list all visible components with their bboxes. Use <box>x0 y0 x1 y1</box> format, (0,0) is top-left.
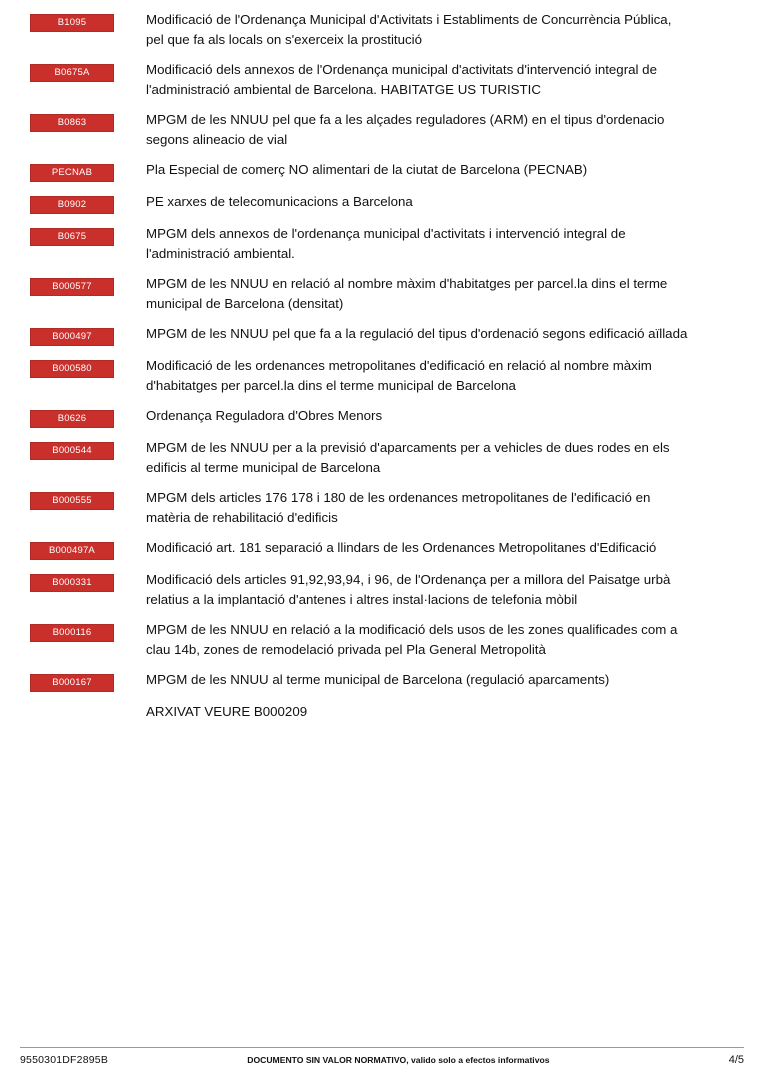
list-item <box>20 488 744 528</box>
code-cell <box>20 488 124 510</box>
list-item <box>20 538 744 560</box>
status-badge: B000577 <box>30 278 114 296</box>
status-badge: B0675A <box>30 64 114 82</box>
status-badge: B000116 <box>30 624 114 642</box>
code-cell <box>20 406 124 428</box>
list-item <box>20 356 744 396</box>
list-item-note <box>20 702 744 722</box>
status-badge: B0902 <box>30 196 114 214</box>
code-cell <box>20 438 124 460</box>
list-item <box>20 192 744 214</box>
list-item <box>20 324 744 346</box>
entry-list <box>20 10 744 722</box>
entry-description: Modificació art. 181 separació a llindars de les Ordenances Metropolitanes d'Edificació <box>146 540 657 555</box>
status-badge: B000544 <box>30 442 114 460</box>
entry-description: MPGM dels articles 176 178 i 180 de les ordenances metropolitanes de l'edificació en matèria de rehabilitació d'edificis <box>146 490 651 525</box>
list-item <box>20 670 744 692</box>
status-badge: B000580 <box>30 360 114 378</box>
status-badge: B000497A <box>30 542 114 560</box>
entry-description: MPGM de les NNUU pel que fa a les alçades reguladores (ARM) en el tipus d'ordenacio segons alineacio de vial <box>146 112 665 147</box>
entry-description: Modificació de l'Ordenança Municipal d'Activitats i Establiments de Concurrència Pública, pel que fa als locals on s'exerceix la prostitució <box>146 12 672 47</box>
code-cell <box>20 274 124 296</box>
entry-description: Pla Especial de comerç NO alimentari de la ciutat de Barcelona (PECNAB) <box>146 162 588 177</box>
list-item <box>20 110 744 150</box>
code-cell <box>20 538 124 560</box>
code-cell <box>20 324 124 346</box>
entry-description: Modificació dels annexos de l'Ordenança municipal d'activitats d'intervenció integral de l'administració ambiental de Barcelona. HABITATGE US TURISTIC <box>146 62 657 97</box>
entry-description: ARXIVAT VEURE B000209 <box>146 704 308 719</box>
entry-description: MPGM dels annexos de l'ordenança municipal d'activitats i intervenció integral de l'administració ambiental. <box>146 226 626 261</box>
entry-description: MPGM de les NNUU per a la previsió d'aparcaments per a vehicles de dues rodes en els edificis al terme municipal de Barcelona <box>146 440 670 475</box>
code-cell <box>20 620 124 642</box>
code-cell <box>20 10 124 32</box>
list-item <box>20 60 744 100</box>
footer-divider <box>20 1047 744 1048</box>
code-cell <box>20 670 124 692</box>
code-cell <box>20 60 124 82</box>
list-item <box>20 438 744 478</box>
status-badge: B000167 <box>30 674 114 692</box>
list-item <box>20 570 744 610</box>
footer-disclaimer: DOCUMENTO SIN VALOR NORMATIVO, valido solo a efectos informativos <box>247 1055 550 1065</box>
status-badge: B1095 <box>30 14 114 32</box>
list-item <box>20 274 744 314</box>
entry-description: MPGM de les NNUU al terme municipal de Barcelona (regulació aparcaments) <box>146 672 610 687</box>
entry-description: MPGM de les NNUU en relació a la modificació dels usos de les zones qualificades com a clau 14b, zones de remodelació privada pel Pla General Metropolità <box>146 622 678 657</box>
entry-description: Modificació dels articles 91,92,93,94, i 96, de l'Ordenança per a millora del Paisatge urbà relatius a la implantació d'antenes i altres instal·lacions de telefonia mòbil <box>146 572 671 607</box>
list-item <box>20 10 744 50</box>
status-badge: B000331 <box>30 574 114 592</box>
code-cell <box>20 224 124 246</box>
status-badge: B000497 <box>30 328 114 346</box>
entry-description: MPGM de les NNUU pel que fa a la regulació del tipus d'ordenació segons edificació aïllada <box>146 326 688 341</box>
code-cell <box>20 160 124 182</box>
status-badge: PECNAB <box>30 164 114 182</box>
status-badge: B0675 <box>30 228 114 246</box>
code-cell <box>20 356 124 378</box>
entry-description: MPGM de les NNUU en relació al nombre màxim d'habitatges per parcel.la dins el terme municipal de Barcelona (densitat) <box>146 276 668 311</box>
entry-description: PE xarxes de telecomunicacions a Barcelona <box>146 194 413 209</box>
list-item <box>20 620 744 660</box>
page-number: 4/5 <box>728 1054 744 1066</box>
list-item <box>20 160 744 182</box>
list-item <box>20 406 744 428</box>
status-badge: B000555 <box>30 492 114 510</box>
entry-description: Ordenança Reguladora d'Obres Menors <box>146 408 383 423</box>
document-reference-code: 9550301DF2895B <box>20 1054 109 1066</box>
code-cell <box>20 570 124 592</box>
entry-description: Modificació de les ordenances metropolitanes d'edificació en relació al nombre màxim d'habitatges per parcel.la dins el terme municipal de Barcelona <box>146 358 652 393</box>
code-cell <box>20 192 124 214</box>
status-badge: B0626 <box>30 410 114 428</box>
list-item <box>20 224 744 264</box>
page-footer <box>0 1047 764 1066</box>
footer-row <box>20 1054 744 1066</box>
status-badge: B0863 <box>30 114 114 132</box>
code-cell <box>20 110 124 132</box>
